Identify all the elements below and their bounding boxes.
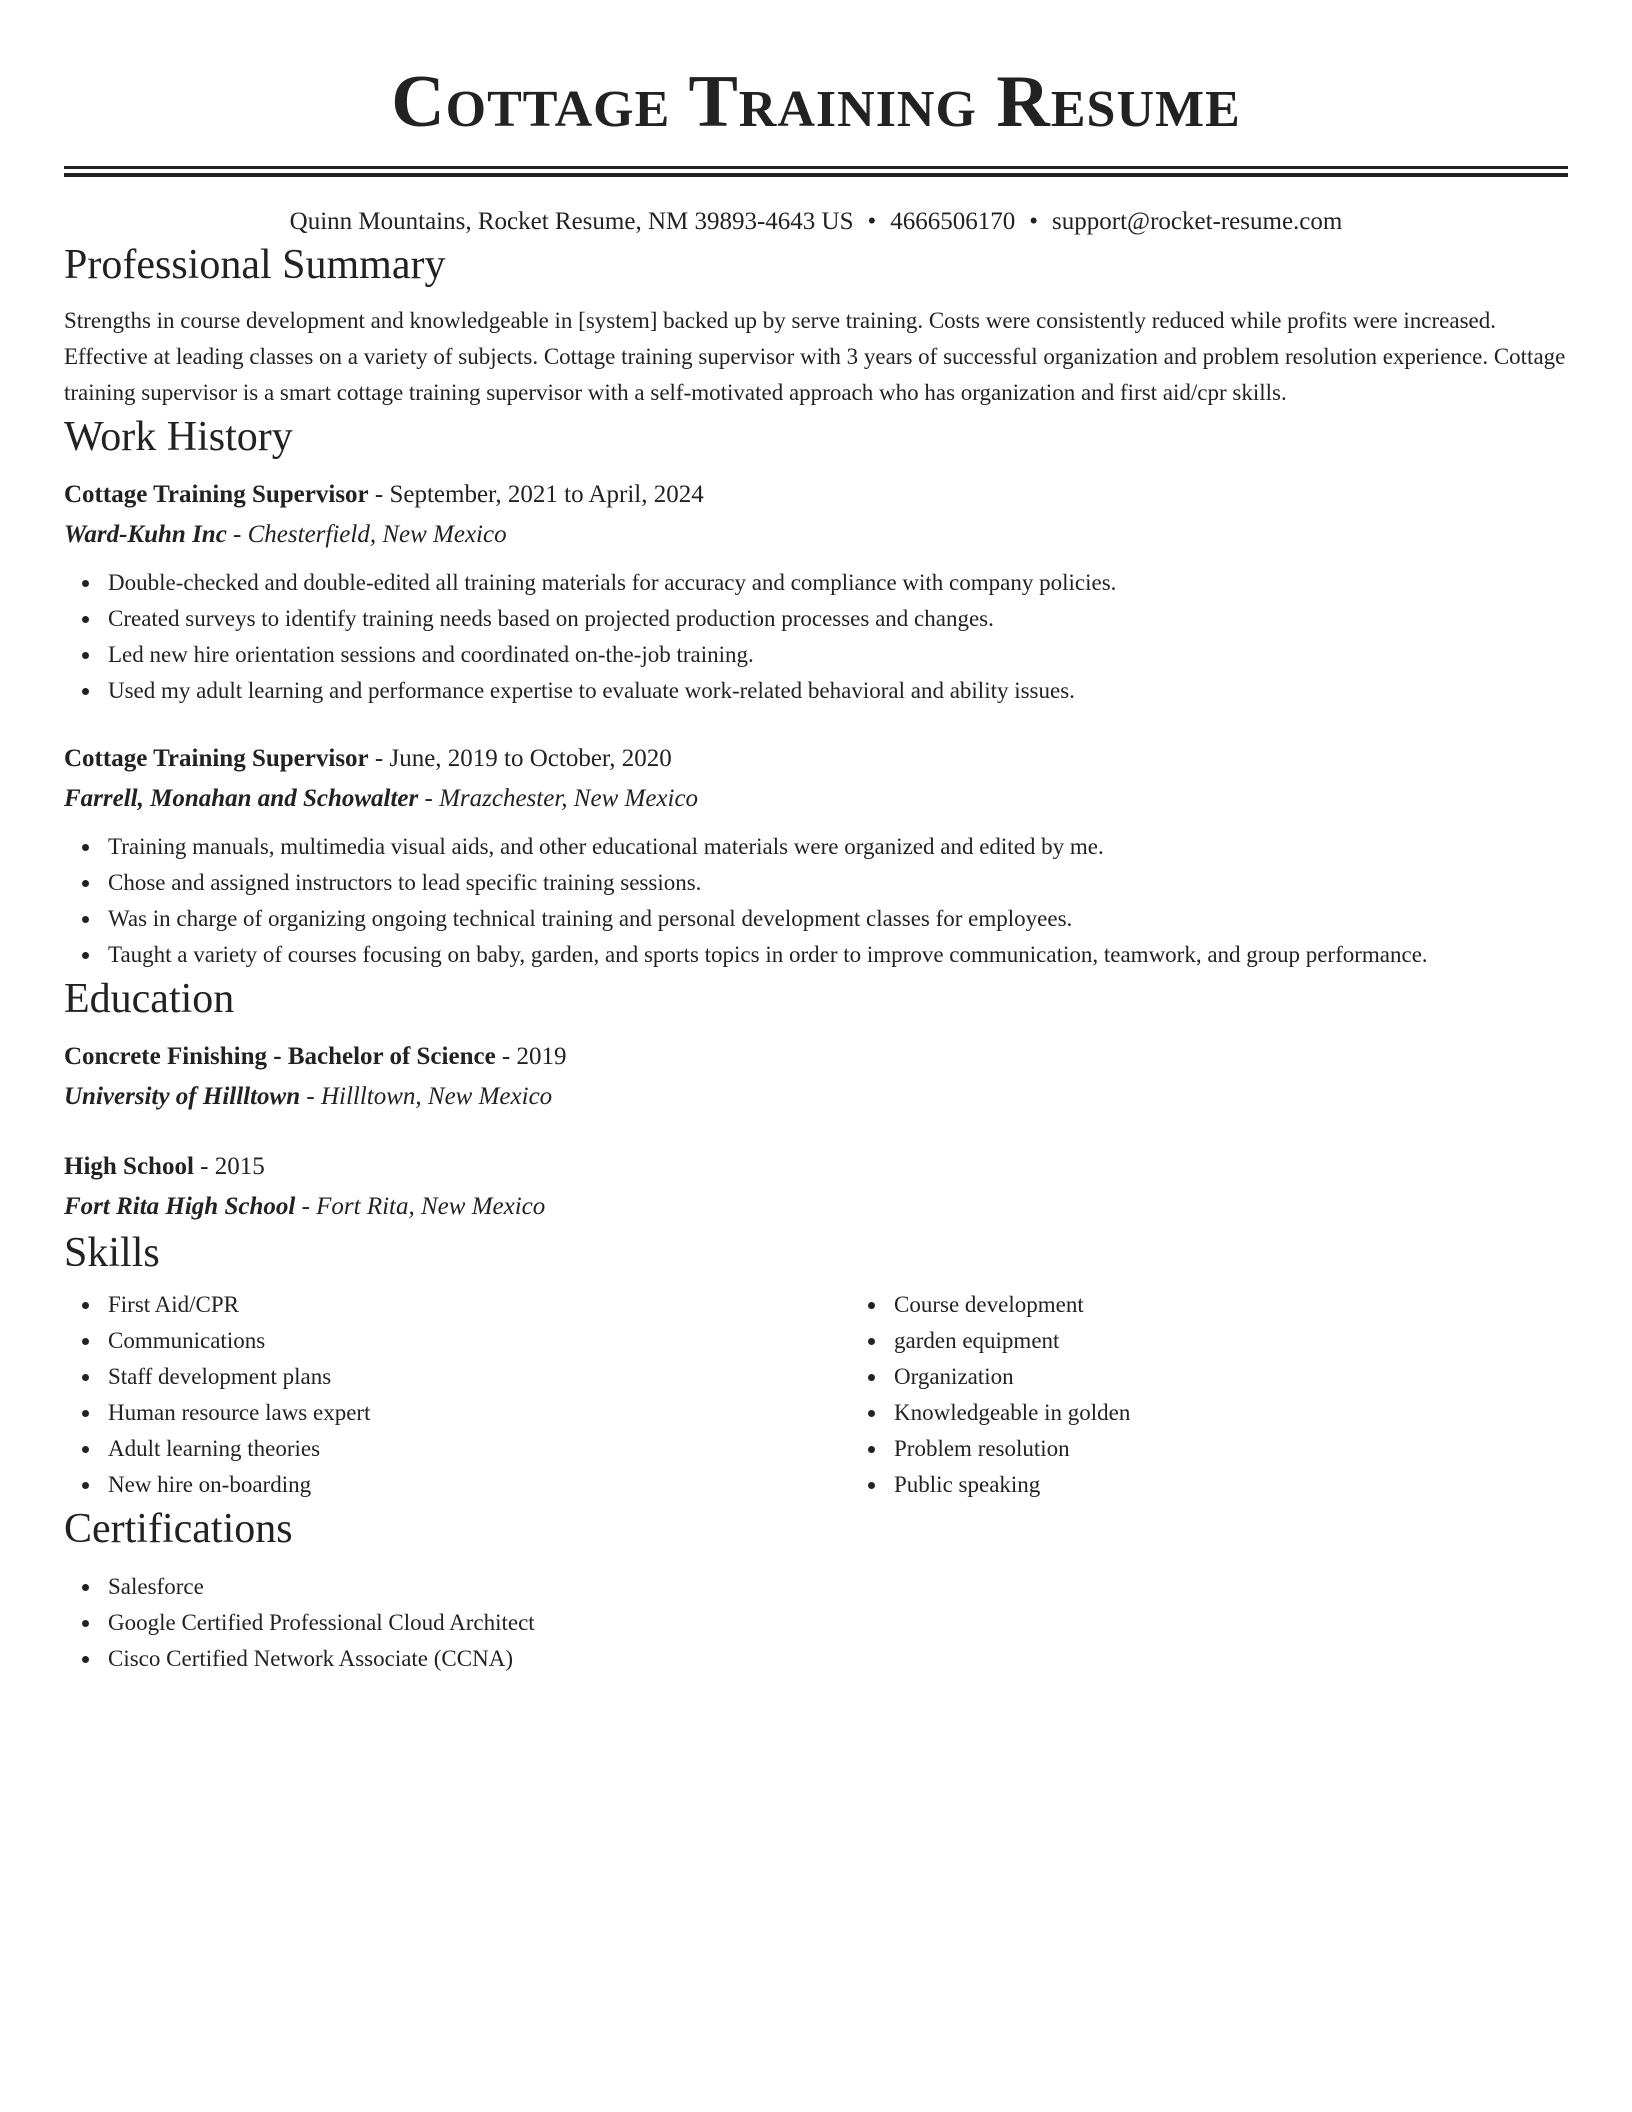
title-double-rule xyxy=(64,166,1568,177)
certification-item: Google Certified Professional Cloud Architect xyxy=(108,1605,1568,1641)
job-title-line xyxy=(64,475,1568,515)
job-bullet: Was in charge of organizing ongoing technical training and personal development classes for employees. xyxy=(108,901,1568,937)
contact-line xyxy=(64,205,1568,239)
education-entry xyxy=(64,1147,1568,1227)
job-company: Ward-Kuhn Inc xyxy=(64,521,227,548)
school-location: - Hillltown, New Mexico xyxy=(300,1083,553,1110)
school-name: Fort Rita High School xyxy=(64,1193,296,1220)
graduation-year: - 2015 xyxy=(193,1153,265,1180)
job-location: - Mrazchester, New Mexico xyxy=(418,785,699,812)
job-entry xyxy=(64,739,1568,973)
job-company-line xyxy=(64,779,1568,819)
job-title-line xyxy=(64,739,1568,779)
job-bullets xyxy=(64,829,1568,973)
resume-title: Cottage Training Resume xyxy=(391,61,1241,143)
certifications-list xyxy=(64,1569,1568,1677)
skill-item: Staff development plans xyxy=(108,1359,850,1395)
skill-item: Knowledgeable in golden xyxy=(894,1395,1568,1431)
certification-item: Salesforce xyxy=(108,1569,1568,1605)
job-bullet: Used my adult learning and performance expertise to evaluate work-related behavioral and ability issues. xyxy=(108,673,1568,709)
job-entry xyxy=(64,475,1568,709)
job-title: Cottage Training Supervisor xyxy=(64,745,369,772)
graduation-year: - 2019 xyxy=(495,1043,567,1070)
job-title: Cottage Training Supervisor xyxy=(64,481,369,508)
summary-text: Strengths in course development and knowledgeable in [system] backed up by serve training. Costs were consistently reduced while profits were increased. Effective at leading classes on a variety of subjects. Cottage training supervisor with 3 years of successful organization and problem resolution experience. Cottage training supervisor is a smart cottage training supervisor with a self-motivated approach who has organization and first aid/cpr skills. xyxy=(64,308,1566,405)
education-heading: Education xyxy=(64,976,235,1022)
job-bullet: Taught a variety of courses focusing on baby, garden, and sports topics in order to improve communication, teamwork, and group performance. xyxy=(108,937,1568,973)
contact-address: Quinn Mountains, Rocket Resume, NM 39893-4643 US xyxy=(289,208,854,235)
skill-item: Organization xyxy=(894,1359,1568,1395)
job-bullet: Created surveys to identify training needs based on projected production processes and changes. xyxy=(108,601,1568,637)
job-location: - Chesterfield, New Mexico xyxy=(226,521,507,548)
school-name: University of Hillltown xyxy=(64,1083,301,1110)
job-bullets xyxy=(64,565,1568,709)
degree-line xyxy=(64,1037,1568,1077)
school-line xyxy=(64,1187,1568,1227)
job-dates: - September, 2021 to April, 2024 xyxy=(368,481,704,508)
certification-item: Cisco Certified Network Associate (CCNA) xyxy=(108,1641,1568,1677)
summary-heading: Professional Summary xyxy=(64,242,446,288)
skill-item: New hire on-boarding xyxy=(108,1467,850,1503)
skill-item: Adult learning theories xyxy=(108,1431,850,1467)
contact-separator: • xyxy=(867,208,877,235)
skill-item: Course development xyxy=(894,1287,1568,1323)
degree: High School xyxy=(64,1153,194,1180)
education-entry xyxy=(64,1037,1568,1117)
skill-item: Communications xyxy=(108,1323,850,1359)
skills-columns xyxy=(64,1287,1568,1503)
skill-item: First Aid/CPR xyxy=(108,1287,850,1323)
skills-heading: Skills xyxy=(64,1230,160,1276)
job-bullet: Double-checked and double-edited all training materials for accuracy and compliance with company policies. xyxy=(108,565,1568,601)
school-line xyxy=(64,1077,1568,1117)
skill-item: Human resource laws expert xyxy=(108,1395,850,1431)
skill-item: Problem resolution xyxy=(894,1431,1568,1467)
skill-item: garden equipment xyxy=(894,1323,1568,1359)
work-history-heading: Work History xyxy=(64,414,293,460)
contact-phone: 4666506170 xyxy=(890,208,1016,235)
skills-right-column xyxy=(850,1287,1568,1503)
job-bullet: Chose and assigned instructors to lead specific training sessions. xyxy=(108,865,1568,901)
job-bullet: Training manuals, multimedia visual aids, and other educational materials were organized and edited by me. xyxy=(108,829,1568,865)
skill-item: Public speaking xyxy=(894,1467,1568,1503)
contact-separator: • xyxy=(1029,208,1039,235)
contact-email: support@rocket-resume.com xyxy=(1052,208,1343,235)
job-bullet: Led new hire orientation sessions and coordinated on-the-job training. xyxy=(108,637,1568,673)
degree: Concrete Finishing - Bachelor of Science xyxy=(64,1043,496,1070)
job-company-line xyxy=(64,515,1568,555)
job-company: Farrell, Monahan and Schowalter xyxy=(64,785,419,812)
degree-line xyxy=(64,1147,1568,1187)
certifications-heading: Certifications xyxy=(64,1506,293,1552)
job-dates: - June, 2019 to October, 2020 xyxy=(368,745,672,772)
skills-left-column xyxy=(64,1287,850,1503)
school-location: - Fort Rita, New Mexico xyxy=(295,1193,546,1220)
